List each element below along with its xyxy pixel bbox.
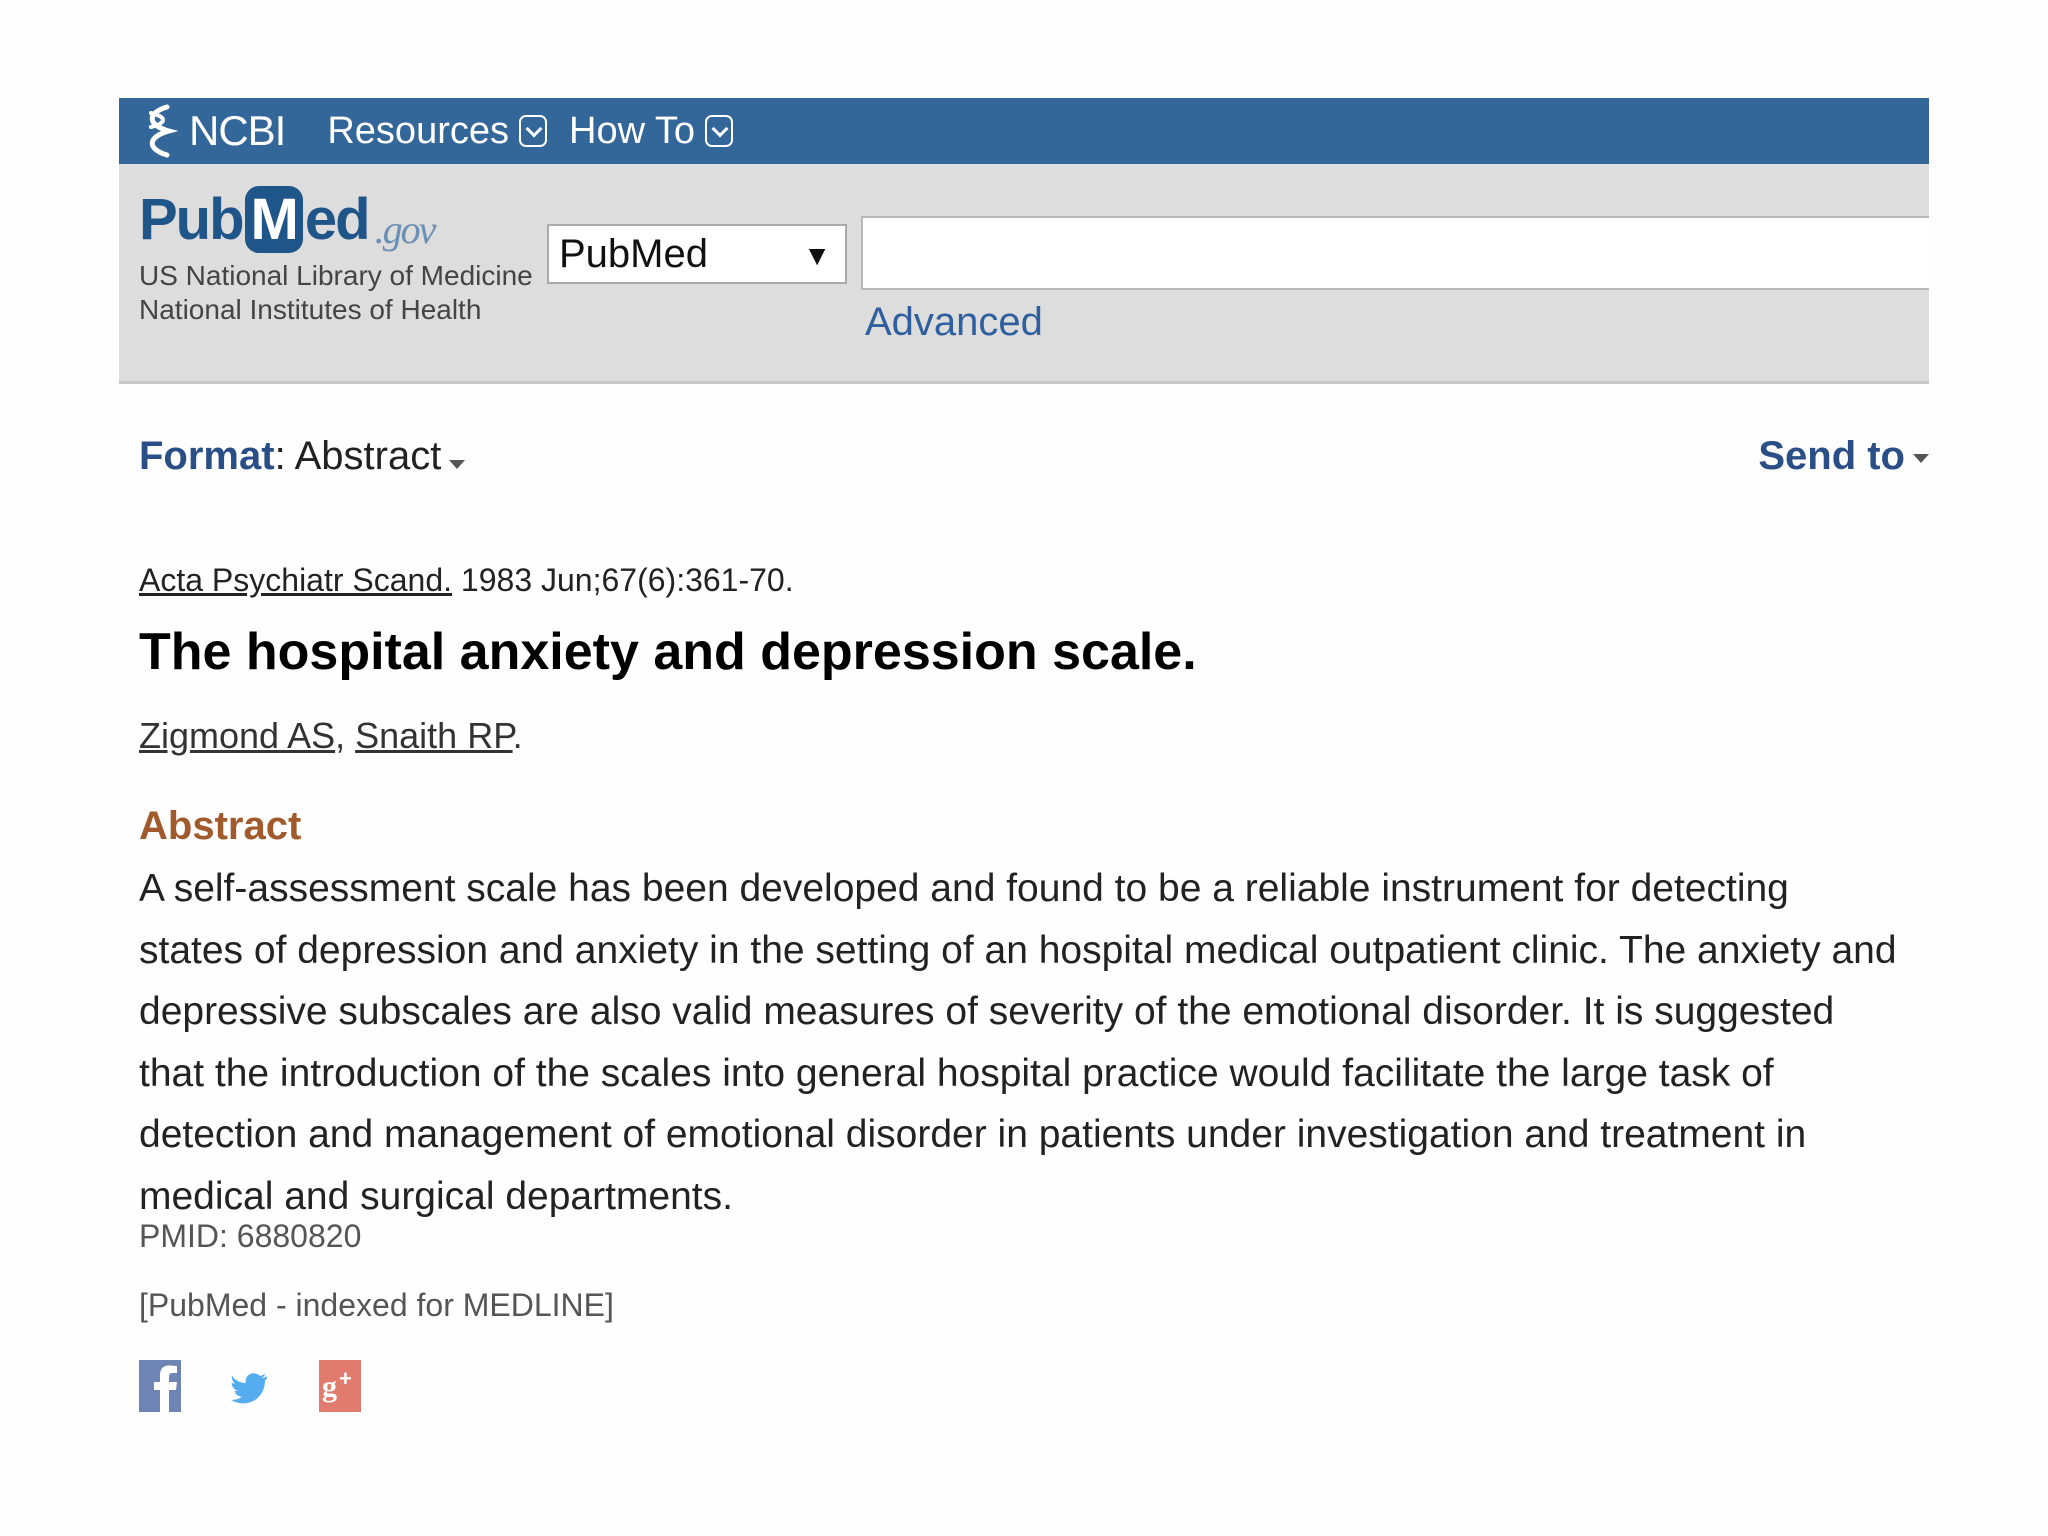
format-value: Abstract [294, 434, 442, 478]
pubmed-subtitle [139, 259, 533, 327]
database-select-value: PubMed [559, 231, 708, 276]
chevron-down-icon [705, 115, 733, 147]
format-bar [139, 434, 1929, 490]
journal-link[interactable]: Acta Psychiatr Scand. [139, 562, 453, 598]
google-plus-icon [319, 1360, 361, 1412]
ncbi-menu-label: How To [569, 109, 696, 152]
twitter-share-button[interactable] [229, 1360, 271, 1417]
ncbi-top-bar [119, 98, 1929, 164]
send-to-label: Send to [1758, 434, 1905, 478]
social-share [139, 1360, 361, 1417]
send-to-dropdown[interactable] [1758, 434, 1929, 479]
svg-text:+: + [339, 1366, 352, 1391]
author-list: Zigmond AS, Snaith RP. [139, 715, 523, 756]
pubmed-logo-link[interactable] [139, 186, 533, 327]
advanced-search-link[interactable]: Advanced [865, 300, 1043, 344]
ncbi-logo-text: NCBI [189, 107, 286, 154]
indexing-status: [PubMed - indexed for MEDLINE] [139, 1287, 614, 1323]
caret-down-icon [1913, 454, 1929, 463]
caret-down-icon [449, 460, 465, 469]
search-header [119, 164, 1929, 384]
pubmed-wordmark-ed: ed [304, 187, 369, 252]
pubmed-wordmark-m: M [245, 186, 303, 253]
abstract-text: A self-assessment scale has been developed and found to be a reliable instrument for detecting states of depression and anxiety in the setting of an hospital medical outpatient clinic. The anxiety and depressive subscales are also valid measures of severity of the emotional disorder. It is suggested that the introduction of the scales into general hospital practice would facilitate the large task of detection and management of emotional disorder in patients under investigation and treatment in medical and surgical departments. [139, 867, 1897, 1218]
svg-text:g: g [322, 1370, 337, 1403]
ncbi-helix-icon [139, 103, 179, 159]
pubmed-wordmark [139, 186, 533, 253]
facebook-icon [139, 1360, 181, 1412]
nih-label: National Institutes of Health [139, 294, 482, 325]
ncbi-logo-link[interactable] [139, 103, 285, 159]
citation-detail: 1983 Jun;67(6):361-70. [460, 562, 794, 598]
nlm-label: US National Library of Medicine [139, 260, 533, 291]
format-label: Format [139, 434, 275, 478]
pmid-label: PMID: 6880820 [139, 1218, 362, 1254]
ncbi-menu-how-to[interactable] [569, 110, 733, 153]
ncbi-menu-resources[interactable] [327, 110, 547, 153]
citation [139, 562, 794, 599]
pubmed-wordmark-pub: Pub [139, 187, 243, 252]
search-input[interactable] [861, 216, 1929, 290]
abstract-heading: Abstract [139, 804, 302, 848]
format-dropdown[interactable]: Format: Abstract [139, 456, 465, 473]
database-select[interactable] [547, 224, 847, 284]
pubmed-wordmark-gov: .gov [374, 207, 435, 252]
dropdown-arrow-icon: ▼ [803, 240, 831, 271]
chevron-down-icon [519, 115, 547, 147]
article-title: The hospital anxiety and depression scale. [139, 623, 1197, 681]
author-link[interactable]: Zigmond AS [139, 715, 336, 756]
ncbi-menu-label: Resources [327, 109, 509, 152]
facebook-share-button[interactable] [139, 1360, 181, 1417]
twitter-icon [229, 1360, 271, 1412]
google-plus-share-button[interactable] [319, 1360, 361, 1417]
author-link[interactable]: Snaith RP [355, 715, 513, 756]
